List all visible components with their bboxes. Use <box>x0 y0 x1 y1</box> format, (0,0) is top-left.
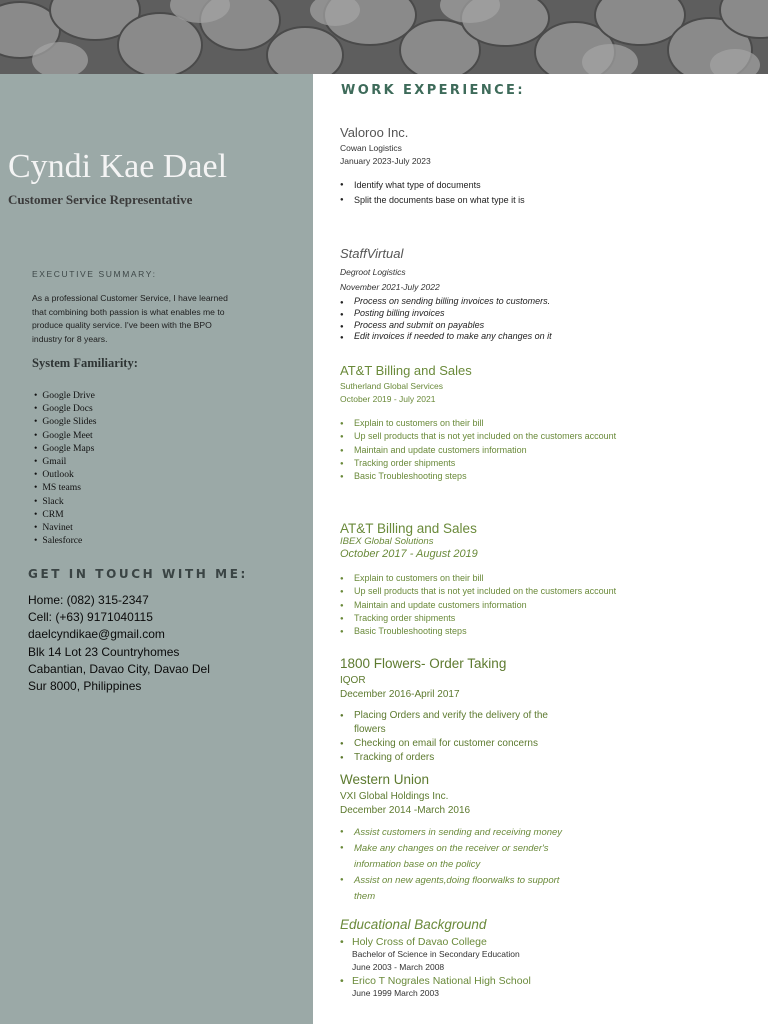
list-item: • Google Meet <box>34 429 96 442</box>
education-school: • Holy Cross of Davao College <box>340 936 760 948</box>
job-entry <box>340 125 760 207</box>
job-title: StaffVirtual <box>340 246 404 261</box>
executive-summary-heading: EXECUTIVE SUMMARY: <box>32 269 157 279</box>
list-item: ● Identify what type of documents <box>340 178 760 193</box>
executive-summary-text: As a professional Customer Service, I have learned that combining both passion is what enables me to produce quality service. I've been with the BPO industry for 8 years. <box>32 293 228 344</box>
job-entry <box>340 363 640 483</box>
header-leaf-banner <box>0 0 768 74</box>
list-item: ● Maintain and update customers information <box>340 444 640 457</box>
job-dates: October 2019 - July 2021 <box>340 393 436 404</box>
system-familiarity-list <box>34 389 96 547</box>
list-item: ● Posting billing invoices <box>340 308 760 320</box>
work-experience-heading: WORK EXPERIENCE: <box>341 83 525 98</box>
list-item: ● Split the documents base on what type it is <box>340 193 760 208</box>
education-entry <box>340 975 760 1000</box>
list-item: ● Process on sending billing invoices to customers. <box>340 296 760 308</box>
home-phone: Home: (082) 315-2347 <box>28 593 149 607</box>
address-line-3: Sur 8000, Philippines <box>28 679 142 694</box>
list-item: • CRM <box>34 508 96 521</box>
job-title: 1800 Flowers- Order Taking <box>340 656 507 671</box>
education-degree: Bachelor of Science in Secondary Education <box>352 949 520 959</box>
cell-phone: Cell: (+63) 9171040115 <box>28 610 153 625</box>
work-experience-column <box>313 74 768 1024</box>
job-company: Degroot Logistics <box>340 267 406 277</box>
job-title: Valoroo Inc. <box>340 125 409 140</box>
job-company: IBEX Global Solutions <box>340 536 434 547</box>
job-bullets <box>340 825 580 905</box>
list-item: ● Basic Troubleshooting steps <box>340 625 760 638</box>
job-company: Sutherland Global Services <box>340 381 444 391</box>
list-item: ● Placing Orders and verify the delivery of the flowers <box>340 709 580 737</box>
education-school: • Erico T Nograles National High School <box>340 975 760 987</box>
list-item: ● Edit invoices if needed to make any changes on it <box>340 331 760 343</box>
list-item: • Google Slides <box>34 415 96 428</box>
list-item: • Outlook <box>34 468 96 481</box>
list-item: ● Assist customers in sending and receiving money <box>340 825 580 841</box>
list-item: ● Maintain and update customers information <box>340 599 760 612</box>
job-bullets <box>340 709 580 765</box>
list-item: ● Tracking order shipments <box>340 612 760 625</box>
education-dates: June 1999 March 2003 <box>352 988 439 998</box>
job-entry <box>340 656 580 765</box>
job-bullets <box>340 178 760 207</box>
education-heading: Educational Background <box>340 917 487 932</box>
list-item: ● Up sell products that is not yet included on the customers account <box>340 585 760 598</box>
leaf-pattern-image <box>0 0 768 74</box>
job-title: Western Union <box>340 772 430 787</box>
job-company: VXI Global Holdings Inc. <box>340 791 449 802</box>
list-item: • Google Docs <box>34 402 96 415</box>
profile-name: Cyndi Kae Dael <box>8 148 228 185</box>
left-sidebar <box>0 74 313 1024</box>
job-company: Cowan Logistics <box>340 143 402 153</box>
job-dates: October 2017 - August 2019 <box>340 548 478 560</box>
list-item: • Gmail <box>34 455 96 468</box>
education-entry <box>340 936 760 973</box>
email-address: daelcyndikae@gmail.com <box>28 627 165 642</box>
list-item: ● Tracking order shipments <box>340 457 640 470</box>
job-title: AT&T Billing and Sales <box>340 363 472 378</box>
job-entry <box>340 246 760 343</box>
job-dates: December 2016-April 2017 <box>340 689 460 700</box>
address-line-2: Cabantian, Davao City, Davao Del <box>28 661 210 676</box>
job-bullets <box>340 572 760 638</box>
job-company: IQOR <box>340 675 366 686</box>
list-item: • MS teams <box>34 481 96 494</box>
contact-heading: GET IN TOUCH WITH ME: <box>28 567 248 581</box>
list-item: ● Tracking of orders <box>340 751 580 765</box>
system-familiarity-heading: System Familiarity: <box>32 356 138 370</box>
contact-details <box>28 592 288 695</box>
list-item: • Google Maps <box>34 442 96 455</box>
job-dates: January 2023-July 2023 <box>340 155 431 166</box>
list-item: • Salesforce <box>34 534 96 547</box>
profile-title: Customer Service Representative <box>8 192 193 207</box>
job-entry <box>340 772 580 905</box>
job-bullets <box>340 296 760 343</box>
list-item: ● Assist on new agents,doing floorwalks to support them <box>340 873 580 905</box>
list-item: ● Up sell products that is not yet included on the customers account <box>340 430 640 443</box>
list-item: ● Explain to customers on their bill <box>340 417 640 430</box>
job-dates: November 2021-July 2022 <box>340 281 440 292</box>
list-item: • Google Drive <box>34 389 96 402</box>
job-entry <box>340 521 760 638</box>
job-bullets <box>340 417 640 483</box>
job-dates: December 2014 -March 2016 <box>340 805 471 816</box>
education-dates: June 2003 - March 2008 <box>352 961 445 972</box>
address-line-1: Blk 14 Lot 23 Countryhomes <box>28 644 180 659</box>
list-item: ● Basic Troubleshooting steps <box>340 470 640 483</box>
list-item: ● Explain to customers on their bill <box>340 572 760 585</box>
list-item: • Slack <box>34 495 96 508</box>
list-item: ● Process and submit on payables <box>340 320 760 332</box>
job-title: AT&T Billing and Sales <box>340 521 477 536</box>
education-section <box>340 917 760 1000</box>
list-item: ● Checking on email for customer concerns <box>340 737 580 751</box>
list-item: • Navinet <box>34 521 96 534</box>
list-item: ● Make any changes on the receiver or sender's information base on the policy <box>340 841 580 873</box>
